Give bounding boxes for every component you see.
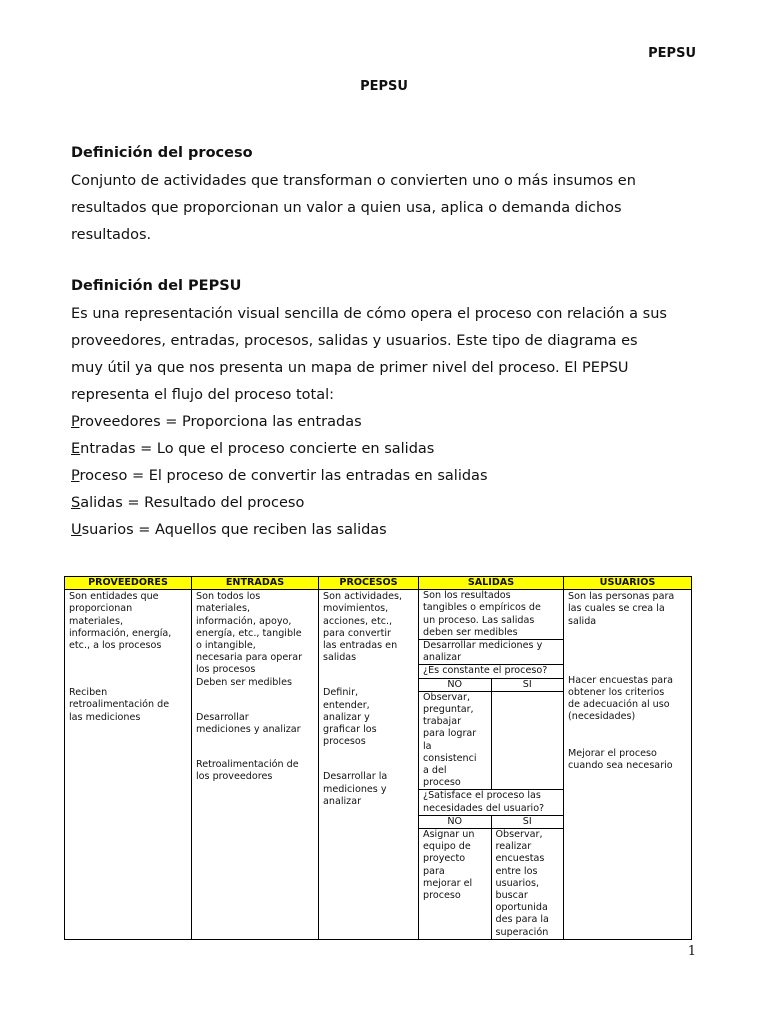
- definition-proveedores: Proveedores = Proporciona las entradas: [71, 414, 362, 430]
- q1-si-label: SI: [491, 678, 563, 691]
- table-header-row: [65, 577, 692, 590]
- running-header: PEPSU: [648, 46, 696, 61]
- salidas-intro: Son los resultados tangibles o empíricos de un proceso. Las salidas deben ser medibles: [423, 590, 541, 638]
- salidas-question-constant: ¿Es constante el proceso?: [423, 665, 548, 677]
- salidas-measure: Desarrollar mediciones y analizar: [423, 640, 543, 664]
- procesos-text: Desarrollar la mediciones y analizar: [323, 771, 388, 807]
- document-body: [71, 142, 701, 544]
- cell-usuarios: [564, 590, 692, 940]
- cell-entradas: [192, 590, 319, 940]
- paragraph-line: Es una representación visual sencilla de cómo opera el proceso con relación a sus: [71, 306, 667, 322]
- q2-si-action: Observar, realizar encuestas entre los usuarios, buscar oportunida des para la superación: [495, 829, 549, 938]
- q2-no-label: NO: [419, 815, 491, 828]
- entradas-text: Son todos los materiales, información, apoyo, energía, etc., tangible o intangible, necesaria para operar los procesos Deben ser medibles: [196, 591, 303, 688]
- q1-no-action: Observar, preguntar, trabajar para lograr la consistenci a del proceso: [423, 691, 477, 789]
- header-usuarios: USUARIOS: [564, 577, 692, 590]
- usuarios-text: Hacer encuestas para obtener los criterios de adecuación al uso (necesidades): [568, 674, 673, 723]
- cell-procesos: [319, 590, 419, 940]
- salidas-subtable: [419, 590, 563, 939]
- q2-si-label: SI: [491, 815, 563, 828]
- table-body-row: [65, 590, 692, 940]
- q1-no-label: NO: [419, 678, 491, 691]
- paragraph-line: Conjunto de actividades que transforman o convierten uno o más insumos en: [71, 173, 636, 189]
- procesos-text: Definir, entender, analizar y graficar los procesos: [323, 687, 377, 748]
- q2-no-action: Asignar un equipo de proyecto para mejorar el proceso: [423, 829, 475, 902]
- procesos-text: Son actividades, movimientos, acciones, etc., para convertir las entradas en salidas: [323, 591, 403, 664]
- usuarios-text: Son las personas para las cuales se crea la salida: [568, 591, 675, 627]
- proveedores-text: Reciben retroalimentación de las mediciones: [69, 687, 170, 723]
- proveedores-text: Son entidades que proporcionan materiales, información, energía, etc., a los procesos: [69, 591, 172, 652]
- header-proveedores: PROVEEDORES: [65, 577, 192, 590]
- entradas-text: Retroalimentación de los proveedores: [196, 759, 299, 783]
- header-entradas: ENTRADAS: [192, 577, 319, 590]
- pepsu-table: [64, 576, 692, 940]
- salidas-question-satisfy: ¿Satisface el proceso las necesidades del usuario?: [423, 790, 545, 814]
- header-salidas: SALIDAS: [419, 577, 564, 590]
- definition-proceso: Proceso = El proceso de convertir las entradas en salidas: [71, 468, 488, 484]
- cell-salidas: [419, 590, 564, 940]
- entradas-text: Desarrollar mediciones y analizar: [196, 711, 301, 736]
- section-heading-proceso: Definición del proceso: [71, 145, 253, 161]
- document-title: PEPSU: [360, 79, 408, 94]
- paragraph-line: resultados que proporcionan un valor a quien usa, aplica o demanda dichos: [71, 200, 622, 216]
- page-number: 1: [687, 944, 696, 959]
- usuarios-text: Mejorar el proceso cuando sea necesario: [568, 747, 673, 771]
- paragraph-line: resultados.: [71, 227, 152, 243]
- paragraph-line: proveedores, entradas, procesos, salidas y usuarios. Este tipo de diagrama es: [71, 333, 638, 349]
- definition-salidas: Salidas = Resultado del proceso: [71, 495, 305, 511]
- definition-entradas: Entradas = Lo que el proceso concierte en salidas: [71, 441, 435, 457]
- header-procesos: PROCESOS: [319, 577, 419, 590]
- paragraph-line: representa el flujo del proceso total:: [71, 387, 335, 403]
- definition-usuarios: Usuarios = Aquellos que reciben las salidas: [71, 522, 387, 538]
- cell-proveedores: [65, 590, 192, 940]
- section-heading-pepsu: Definición del PEPSU: [71, 278, 242, 294]
- paragraph-line: muy útil ya que nos presenta un mapa de primer nivel del proceso. El PEPSU: [71, 360, 629, 376]
